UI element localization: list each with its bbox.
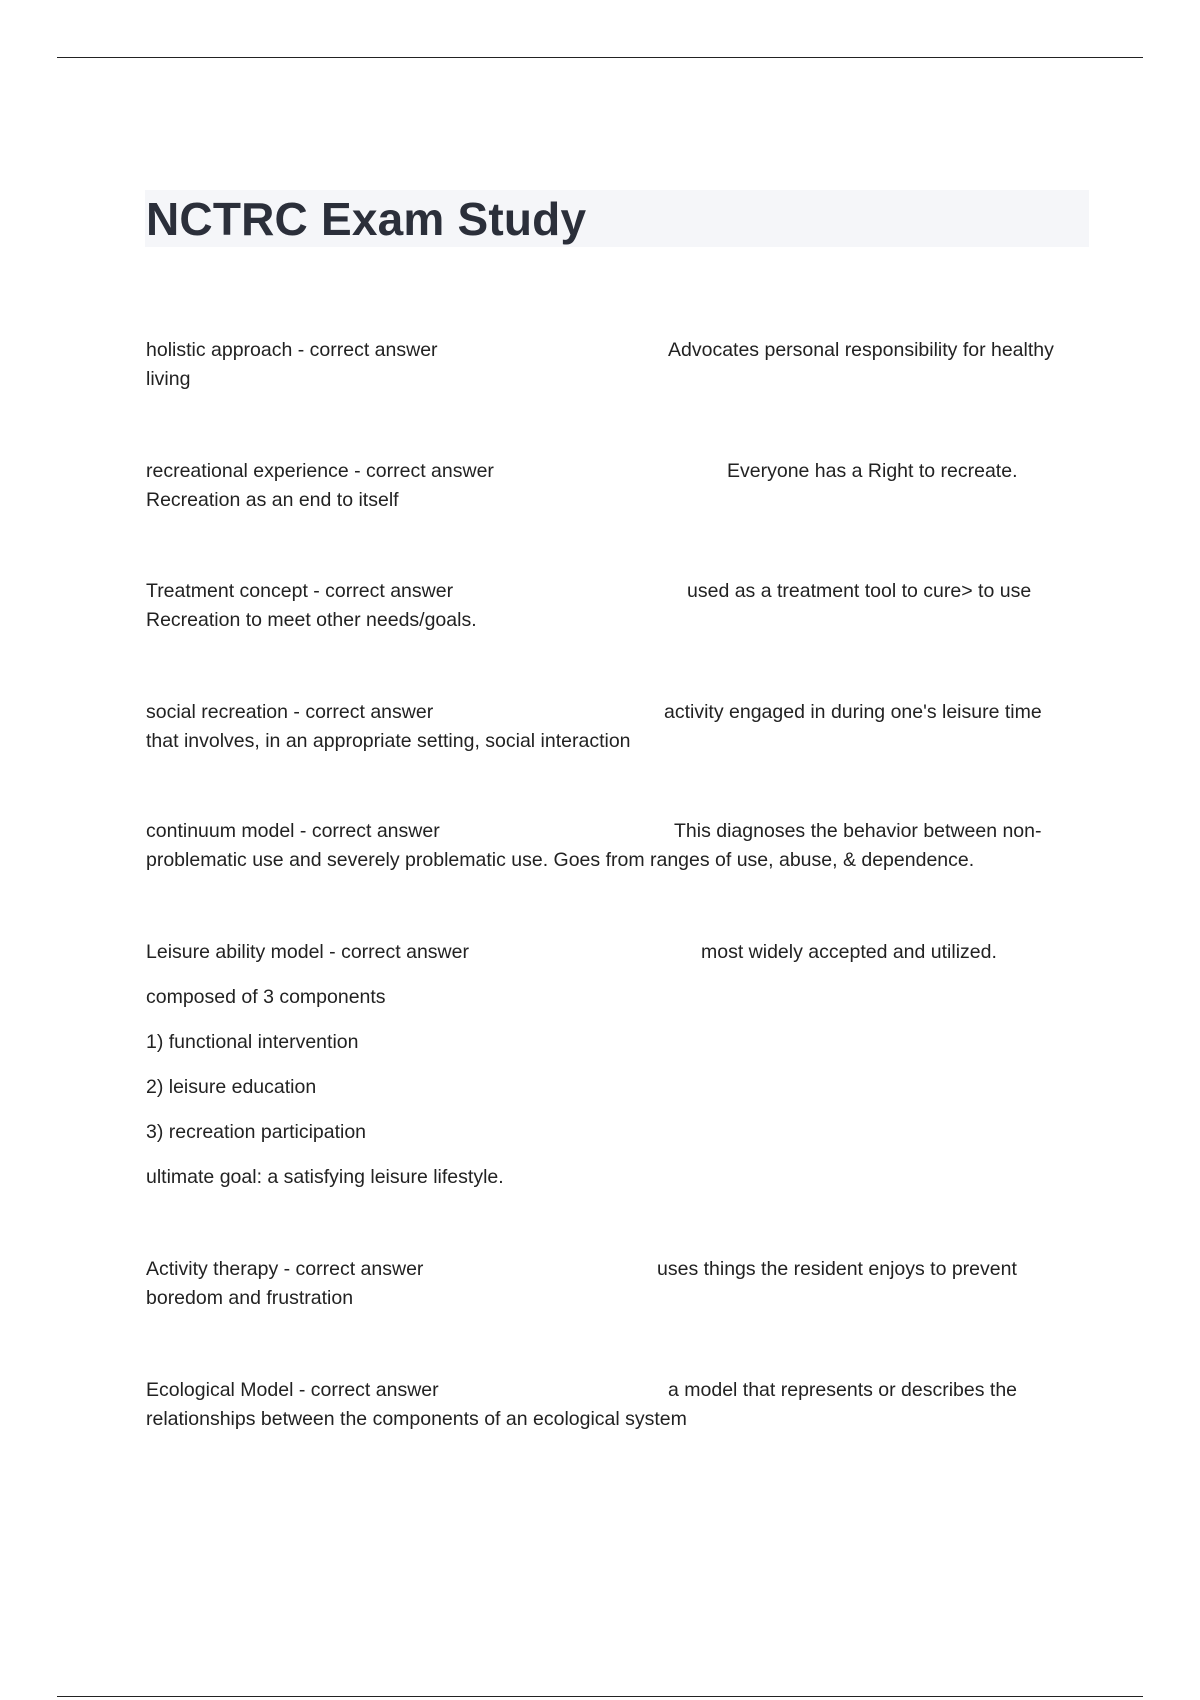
entry-term: recreational experience - correct answer [146,460,494,482]
entry-first-line [146,1255,1086,1284]
entry-answer-continuation: boredom and frustration [146,1287,354,1309]
document-title: NCTRC Exam Study [146,193,587,245]
entry-term: holistic approach - correct answer [146,339,438,361]
entry-first-line [146,938,1086,967]
entry-first-line [146,577,1086,606]
entry-answer-continuation: Recreation as an end to itself [146,489,399,511]
entry-term: Ecological Model - correct answer [146,1379,439,1401]
entry-answer: uses things the resident enjoys to prevent [657,1258,1017,1280]
footer-rule [57,1696,1143,1697]
flashcard-entry [146,817,1086,875]
flashcard-entry [146,577,1086,635]
entry-first-line [146,698,1086,727]
entry-term: social recreation - correct answer [146,701,434,723]
entry-term: Leisure ability model - correct answer [146,941,469,963]
entry-first-line [146,817,1086,846]
entry-first-line [146,457,1086,486]
entry-answer: used as a treatment tool to cure> to use [687,580,1032,602]
entry-answer-continuation: ultimate goal: a satisfying leisure lifestyle. [146,1166,504,1188]
entry-first-line [146,1376,1086,1405]
header-rule [57,57,1143,58]
entry-answer: Everyone has a Right to recreate. [727,460,1018,482]
entry-term: continuum model - correct answer [146,820,440,842]
entry-first-line [146,336,1086,365]
entry-answer-list-item: 1) functional intervention [146,1031,359,1053]
entry-answer: a model that represents or describes the [668,1379,1018,1401]
flashcard-entry [146,336,1086,394]
entry-answer-continuation: problematic use and severely problematic use. Goes from ranges of use, abuse, & dependence. [146,849,975,871]
entry-term: Activity therapy - correct answer [146,1258,424,1280]
entry-answer-continuation: relationships between the components of an ecological system [146,1408,687,1430]
entry-answer: activity engaged in during one's leisure time [664,701,1042,723]
flashcard-entry [146,1255,1086,1313]
entry-answer-continuation: composed of 3 components [146,986,386,1008]
entry-answer-list-item: 3) recreation participation [146,1121,367,1143]
entry-answer-continuation: living [146,368,191,390]
entry-term: Treatment concept - correct answer [146,580,454,602]
entry-answer-continuation: that involves, in an appropriate setting, social interaction [146,730,631,752]
entry-answer: Advocates personal responsibility for healthy [668,339,1054,361]
flashcard-entry [146,1376,1086,1434]
entry-answer: most widely accepted and utilized. [701,941,997,963]
flashcard-entry [146,457,1086,515]
entry-answer-list-item: 2) leisure education [146,1076,317,1098]
entry-answer-continuation: Recreation to meet other needs/goals. [146,609,477,631]
flashcard-entry [146,938,1086,1192]
flashcard-entry [146,698,1086,756]
entry-answer: This diagnoses the behavior between non- [674,820,1042,842]
